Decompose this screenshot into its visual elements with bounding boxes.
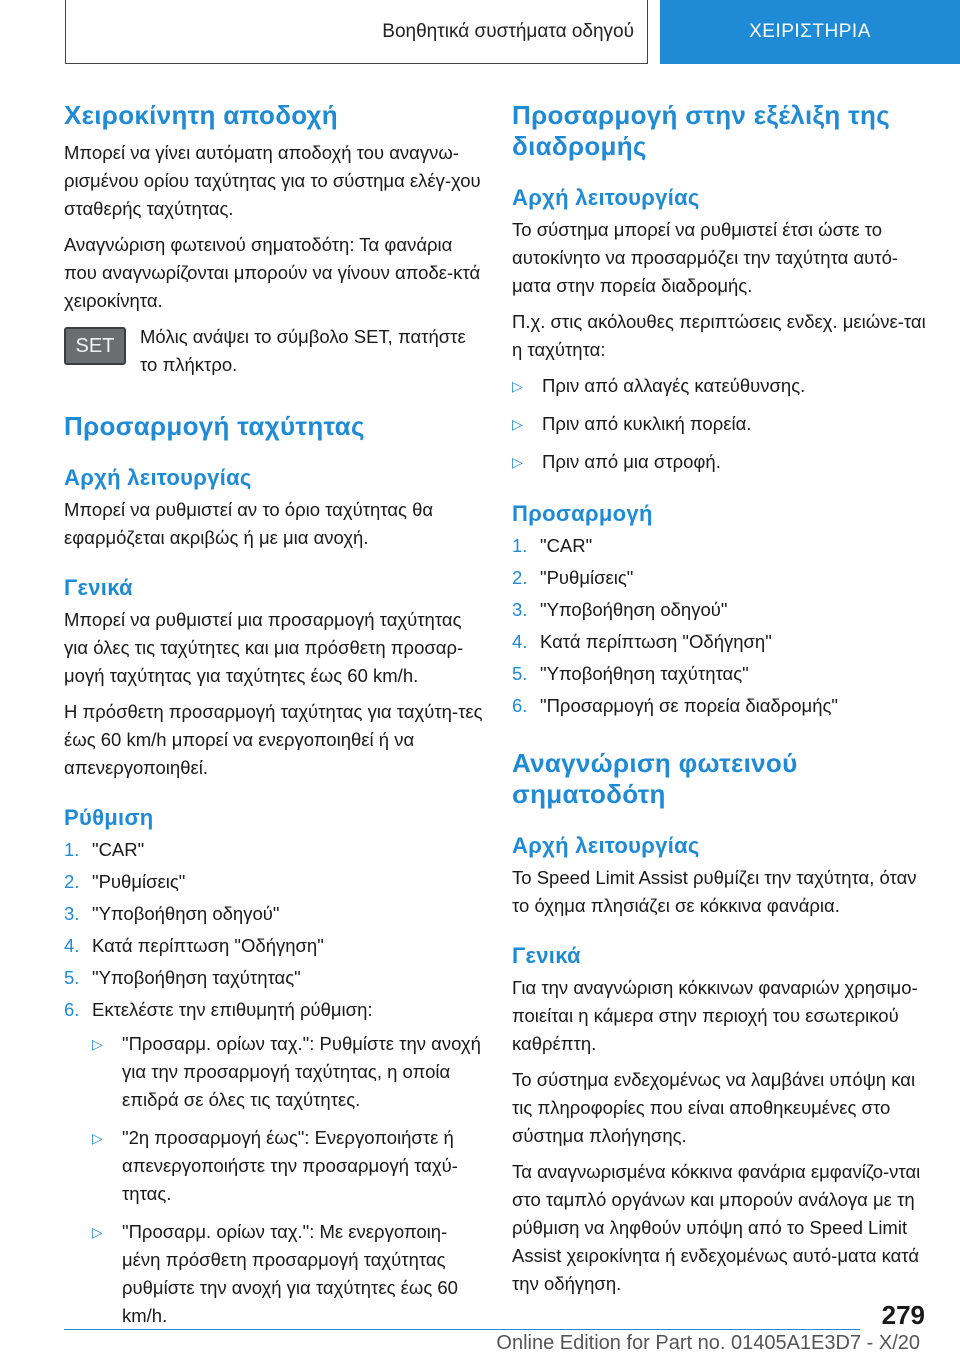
triangle-bullet-icon: ▷: [512, 454, 523, 470]
triangle-bullet-icon: ▷: [512, 378, 523, 394]
list-item: [512, 448, 932, 476]
triangle-bullet-icon: ▷: [92, 1130, 103, 1146]
step-number: 1.: [512, 535, 528, 556]
route-adapt-steps: [512, 532, 932, 720]
step-text: Κατά περίπτωση "Οδήγηση": [92, 935, 324, 956]
route-principle-heading: Αρχή λειτουργίας: [512, 185, 700, 210]
bullet-text: "Προσαρμ. ορίων ταχ.": Ρυθμίστε την ανοχή για την προσαρμογή ταχύτητας, η οποία επιδρά σε όλες τις ταχύτητες.: [122, 1033, 481, 1110]
footer-divider: [64, 1329, 860, 1330]
speed-setting-options: [64, 1030, 484, 1330]
list-item: [64, 836, 484, 864]
set-instruction-text: Μόλις ανάψει το σύμβολο SET, πατήστε το πλήκτρο.: [140, 326, 466, 375]
edition-footer: Online Edition for Part no. 01405A1E3D7 - X/20: [496, 1332, 920, 1354]
bullet-text: "Προσαρμ. ορίων ταχ.": Με ενεργοποιη-μένη πρόσθετη προσαρμογή ταχύτητας ρυθμίστε την ανοχή για ταχύτητες έως 60 km/h.: [122, 1221, 458, 1326]
step-text: "Υποβοήθηση οδηγού": [92, 903, 280, 924]
manual-acceptance-p2: Αναγνώριση φωτεινού σηματοδότη: Τα φανάρια που αναγνωρίζονται μπορούν να γίνουν αποδε-κτά χειροκίνητα.: [64, 234, 481, 311]
bullet-text: "2η προσαρμογή έως": Ενεργοποιήστε ή απενεργοποιήστε την προσαρμογή ταχύ-τητας.: [122, 1127, 458, 1204]
step-text: "CAR": [540, 535, 593, 556]
list-item: [64, 868, 484, 896]
step-number: 1.: [64, 839, 80, 860]
traffic-general-p1: Για την αναγνώριση κόκκινων φαναριών χρησιμο-ποιείται η κάμερα στην περιοχή του εσωτερικού καθρέπτη.: [512, 977, 918, 1054]
traffic-general-p2: Το σύστημα ενδεχομένως να λαμβάνει υπόψη και τις πληροφορίες που είναι αποθηκευμένες στο σύστημα πλοήγησης.: [512, 1069, 916, 1146]
step-number: 5.: [64, 967, 80, 988]
triangle-bullet-icon: ▷: [92, 1036, 103, 1052]
list-item: [64, 964, 484, 992]
set-instruction: [64, 323, 484, 379]
step-number: 3.: [512, 599, 528, 620]
step-text: "Προσαρμογή σε πορεία διαδρομής": [540, 695, 838, 716]
step-text: "Ρυθμίσεις": [92, 871, 186, 892]
traffic-principle-heading: Αρχή λειτουργίας: [512, 833, 700, 858]
list-item: [64, 932, 484, 960]
speed-general-heading: Γενικά: [64, 575, 133, 600]
list-item: [512, 660, 932, 688]
left-column: [64, 100, 484, 1340]
list-item: [512, 692, 932, 720]
list-item: [512, 410, 932, 438]
traffic-general-heading: Γενικά: [512, 943, 581, 968]
route-example-text: Π.χ. στις ακόλουθες περιπτώσεις ενδεχ. μειώνε-ται η ταχύτητα:: [512, 311, 926, 360]
step-text: "Υποβοήθηση οδηγού": [540, 599, 728, 620]
route-cases-list: [512, 372, 932, 476]
route-principle-text: Το σύστημα μπορεί να ρυθμιστεί έτσι ώστε το αυτοκίνητο να προσαρμόζει την ταχύτητα αυτό-ματα στην πορεία διαδρομής.: [512, 219, 899, 296]
list-item: [92, 1124, 484, 1208]
step-text: "Υποβοήθηση ταχύτητας": [540, 663, 749, 684]
speed-principle-text: Μπορεί να ρυθμιστεί αν το όριο ταχύτητας θα εφαρμόζεται ακριβώς ή με μια ανοχή.: [64, 499, 434, 548]
step-number: 6.: [64, 999, 80, 1020]
manual-acceptance-p1: Μπορεί να γίνει αυτόματη αποδοχή του αναγνω-ρισμένου ορίου ταχύτητας για το σύστημα ελέγ-χου σταθερής ταχύτητας.: [64, 142, 481, 219]
triangle-bullet-icon: ▷: [92, 1224, 103, 1240]
step-number: 5.: [512, 663, 528, 684]
manual-acceptance-heading: Χειροκίνητη αποδοχή: [64, 100, 338, 130]
speed-setting-steps: [64, 836, 484, 1024]
bullet-text: Πριν από μια στροφή.: [542, 451, 721, 472]
step-number: 2.: [512, 567, 528, 588]
bullet-text: Πριν από αλλαγές κατεύθυνσης.: [542, 375, 806, 396]
right-column: [512, 100, 932, 1306]
list-item: [512, 596, 932, 624]
bullet-text: Πριν από κυκλική πορεία.: [542, 413, 752, 434]
step-number: 3.: [64, 903, 80, 924]
step-text: Κατά περίπτωση "Οδήγηση": [540, 631, 772, 652]
chapter-tab[interactable]: ΧΕΙΡΙΣΤΗΡΙΑ: [660, 0, 960, 64]
route-adapt-heading: Προσαρμογή: [512, 501, 653, 526]
list-item: [92, 1218, 484, 1330]
triangle-bullet-icon: ▷: [512, 416, 523, 432]
speed-general-p1: Μπορεί να ρυθμιστεί μια προσαρμογή ταχύτητας για όλες τις ταχύτητες και μια πρόσθετη προσαρ-μογή ταχύτητας για ταχύτητες έως 60 km/h.: [64, 609, 464, 686]
section-title: Βοηθητικά συστήματα οδηγού: [382, 21, 634, 42]
set-button-icon: SET: [64, 327, 126, 365]
step-number: 4.: [512, 631, 528, 652]
step-number: 6.: [512, 695, 528, 716]
list-item: [512, 564, 932, 592]
step-text: "Υποβοήθηση ταχύτητας": [92, 967, 301, 988]
list-item: [512, 532, 932, 560]
list-item: [512, 372, 932, 400]
traffic-general-p3: Τα αναγνωρισμένα κόκκινα φανάρια εμφανίζο-νται στο ταμπλό οργάνων και μπορούν ανάλογα με τη ρύθμιση να ληφθούν υπόψη από το Speed Limit Assist χειροκίνητα ή ενδεχομένως αυτό-ματα κατά την οδήγηση.: [512, 1161, 921, 1294]
step-text: Εκτελέστε την επιθυμητή ρύθμιση:: [92, 999, 373, 1020]
list-item: [92, 1030, 484, 1114]
speed-setting-heading: Ρύθμιση: [64, 805, 154, 830]
speed-adaptation-heading: Προσαρμογή ταχύτητας: [64, 411, 365, 441]
traffic-light-heading: Αναγνώριση φωτεινού σηματοδότη: [512, 748, 798, 809]
list-item: [64, 900, 484, 928]
route-adaptation-heading: Προσαρμογή στην εξέλιξη της διαδρομής: [512, 100, 891, 161]
step-text: "Ρυθμίσεις": [540, 567, 634, 588]
speed-general-p2: Η πρόσθετη προσαρμογή ταχύτητας για ταχύτη-τες έως 60 km/h μπορεί να ενεργοποιηθεί ή να απενεργοποιηθεί.: [64, 701, 483, 778]
step-number: 2.: [64, 871, 80, 892]
speed-principle-heading: Αρχή λειτουργίας: [64, 465, 252, 490]
step-text: "CAR": [92, 839, 145, 860]
page-number: 279: [881, 1300, 925, 1330]
step-number: 4.: [64, 935, 80, 956]
traffic-principle-text: Το Speed Limit Assist ρυθμίζει την ταχύτητα, όταν το όχημα πλησιάζει σε κόκκινα φανάρια.: [512, 867, 917, 916]
list-item: [64, 996, 484, 1024]
list-item: [512, 628, 932, 656]
